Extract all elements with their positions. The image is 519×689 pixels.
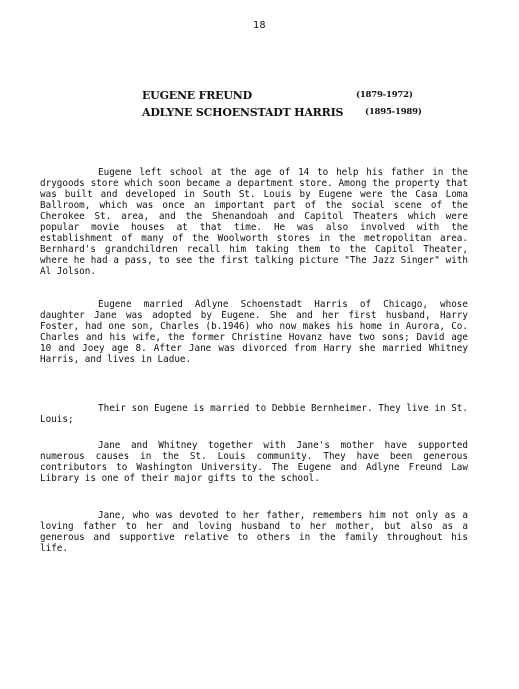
page-number: 18 xyxy=(252,20,267,31)
heading-name: EUGENE FREUND xyxy=(142,89,252,102)
paragraph-text: Their son Eugene is married to Debbie Bernheimer. They live in St. Louis; xyxy=(40,403,468,426)
heading-dates: (1879-1972) xyxy=(356,90,413,100)
paragraph-text: Eugene left school at the age of 14 to help his father in the drygoods store which soon became a department store. Among the property that was built and developed in South St. Louis by Eugene were the Casa Loma Ballroom, which was once an important part of the social scene of the Cherokee St. area, and the Shenandoah and Capitol Theaters which were popular movie houses at that time. He was also involved with the establishment of many of the Woolworth stores in the metropolitan area. Bernhard's grandchildren recall him taking them to the Capitol Theater, where he had a pass, to see the first talking picture "The Jazz Singer" with Al Jolson. xyxy=(40,167,468,278)
paragraph-1 xyxy=(40,167,468,277)
paragraph-text: Jane, who was devoted to her father, remembers him not only as a loving father to her and loving husband to her mother, but also as a generous and supportive relative to others in the family throughout his life. xyxy=(40,510,468,555)
paragraph-text: Jane and Whitney together with Jane's mother have supported numerous causes in the St. Louis community. They have been generous contributors to Washington University. The Eugene and Adlyne Freund Law Library is one of their major gifts to the school. xyxy=(40,440,468,485)
paragraph-3 xyxy=(40,403,468,425)
paragraph-text: Eugene married Adlyne Schoenstadt Harris of Chicago, whose daughter Jane was adopted by Eugene. She and her first husband, Harry Foster, had one son, Charles (b.1946) who now makes his home in Aurora, Co. Charles and his wife, the former Christine Hovanz have two sons; David age 10 and Joey age 8. After Jane was divorced from Harry she married Whitney Harris, and lives in Ladue. xyxy=(40,299,468,366)
paragraph-2 xyxy=(40,299,468,365)
paragraph-5 xyxy=(40,510,468,554)
heading-name: ADLYNE SCHOENSTADT HARRIS xyxy=(142,106,344,119)
heading-dates: (1895-1989) xyxy=(365,107,422,117)
paragraph-4 xyxy=(40,440,468,484)
